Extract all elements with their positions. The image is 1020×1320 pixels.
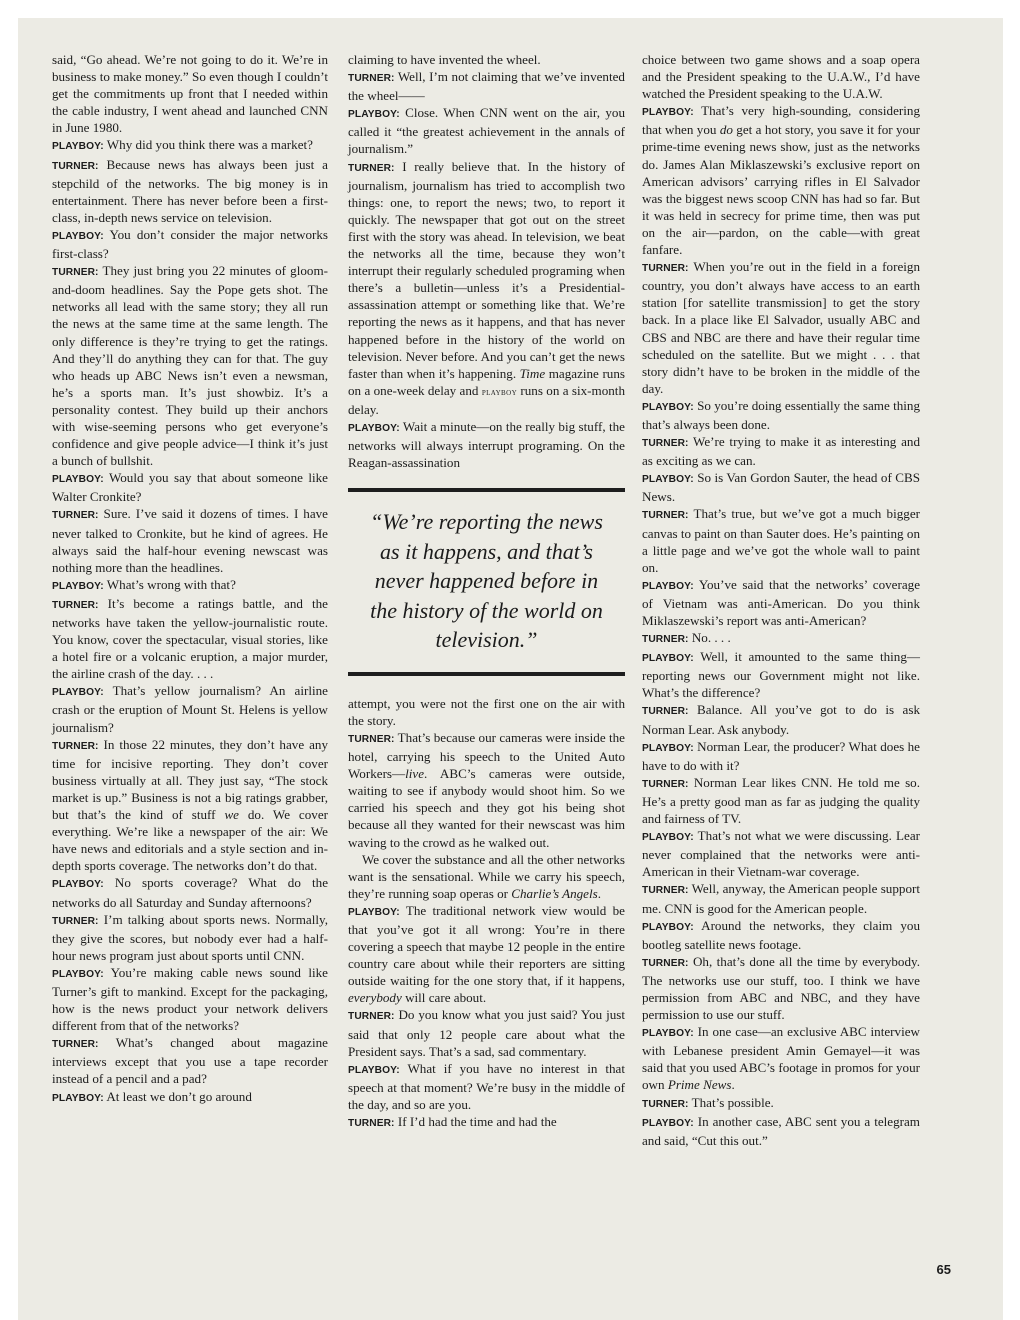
speaker-label: TURNER: [348, 1118, 395, 1129]
speaker-label: TURNER: [348, 162, 395, 174]
speaker-label: PLAYBOY: [642, 580, 694, 592]
body-text: choice between two game shows and a soap opera and the President speaking to the U.A.W., I’d have watched the President speaking to the U.A.W. [642, 52, 920, 102]
body-text: If I’d had the time and had the [397, 1114, 557, 1129]
body-text: Oh, that’s done all the time by everybody. The networks use our stuff, too. I think we have permission from ABC and NBC, and they have permission to use our stuff. [642, 953, 920, 1023]
body-text: . [731, 1077, 735, 1093]
body-text: Sure. I’ve said it dozens of times. I have never talked to Cronkite, but he kind of agrees. He always said the half-hour evening newscast was nothing more than the headlines. [52, 506, 328, 575]
speaker-label: TURNER: [348, 1011, 395, 1023]
body-text: Would you say that about someone like Walter Cronkite? [52, 470, 328, 505]
paragraph [348, 695, 625, 729]
paragraph [52, 736, 328, 875]
speaker-label: PLAYBOY: [52, 687, 104, 699]
speaker-label: PLAYBOY: [348, 109, 400, 121]
paragraph [642, 738, 920, 774]
speaker-label: TURNER: [52, 599, 99, 611]
paragraph [52, 911, 328, 964]
speaker-label: PLAYBOY: [348, 422, 400, 434]
speaker-label: TURNER: [52, 267, 99, 279]
body-text: Do you know what you just said? You just said that only 12 people care about what the President says. That’s a sad, sad commentary. [348, 1007, 625, 1059]
pull-quote-text: “We’re reporting the news as it happens, and that’s never happened before in the history of the world on television.” [370, 509, 603, 653]
speaker-label: PLAYBOY: [52, 1092, 104, 1104]
speaker-label: TURNER: [52, 160, 99, 172]
body-text: Well, it amounted to the same thing—reporting news our Government might not like. What’s the difference? [642, 649, 920, 701]
body-text: claiming to have invented the wheel. [348, 52, 541, 67]
speaker-label: TURNER: [348, 733, 395, 745]
body-text: In those 22 minutes, they don’t have any time for incisive reporting. They don’t cover business virtually at all. They just say, “The stock market is up.” Business is not a big ratings grabber, but that’s the kind of stuff [52, 736, 328, 823]
speaker-label: TURNER: [52, 915, 99, 927]
speaker-label: TURNER: [642, 634, 689, 646]
body-text: You don’t consider the major networks first-class? [52, 226, 328, 262]
magazine-page [18, 18, 1003, 1320]
body-text: I’m talking about sports news. Normally, they give the scores, but nobody ever had a half-hour news program just about sports until CNN. [52, 911, 328, 963]
body-text: When you’re out in the field in a foreign country, you don’t always have access to an earth station [for satellite transmission] to get the story back. In a place like El Salvador, usually ABC and CBS and NBC are there and have their regular time scheduled on the satellite. But we might . . . that story didn’t have to be broken in the middle of the day. [642, 259, 920, 396]
body-text: Well, anyway, the American people support me. CNN is good for the American people. [642, 881, 920, 916]
body-text: That’s true, but we’ve got a much bigger canvas to paint on than Sauter does. He’s painting on a little page and we’ve got the whole wall to paint on. [642, 506, 920, 575]
paragraph [642, 1094, 920, 1113]
paragraph [52, 156, 328, 226]
paragraph [642, 258, 920, 397]
paragraph [348, 104, 625, 157]
speaker-label: TURNER: [642, 263, 689, 275]
paragraph [642, 827, 920, 880]
paragraph [642, 880, 920, 916]
column-left [52, 51, 328, 1107]
paragraph [52, 576, 328, 595]
paragraph [52, 595, 328, 682]
paragraph [642, 505, 920, 575]
paragraph [52, 262, 328, 469]
body-text: magazine runs on a one-week delay and [348, 365, 625, 398]
body-text: Around the networks, they claim you bootleg satellite news footage. [642, 917, 920, 952]
italic-text: do [719, 122, 733, 138]
speaker-label: TURNER: [52, 740, 99, 752]
paragraph [348, 1060, 625, 1113]
speaker-label: TURNER: [642, 885, 689, 897]
body-text: That’s because our cameras were inside the hotel, carrying his speech to the United Auto Workers— [348, 729, 625, 782]
paragraph [52, 226, 328, 262]
paragraph [52, 1088, 328, 1107]
body-text: They just bring you 22 minutes of gloom-and-doom headlines. Say the Pope gets shot. The networks all lead with the same story; they all run the news at the same time at the same length. The only difference is they’re trying to get the ratings. And they’ll do anything they can for that. The guy who heads up ABC News isn’t even a newsman, he’s a sports man. It’s just showbiz. It’s a personality contest. They build up their anchors with wise-seeming persons who get everyone’s confidence and give people advice—I think it’s just a bunch of bullshit. [52, 263, 328, 469]
speaker-label: PLAYBOY: [348, 1064, 400, 1076]
column-right [642, 51, 920, 1149]
column-middle [348, 51, 625, 1132]
speaker-label: PLAYBOY: [642, 401, 694, 413]
speaker-label: TURNER: [642, 510, 689, 522]
speaker-label: PLAYBOY: [348, 906, 400, 918]
speaker-label: TURNER: [52, 1039, 99, 1051]
paragraph [348, 418, 625, 471]
body-text: What’s changed about magazine interviews except that you use a tape recorder instead of a pencil and a pad? [52, 1035, 328, 1087]
body-text: Well, I’m not claiming that we’ve invented the wheel—— [348, 69, 625, 104]
small-caps-text: playboy [481, 386, 518, 398]
speaker-label: TURNER: [642, 1098, 689, 1110]
paragraph [642, 1023, 920, 1093]
body-text: It’s become a ratings battle, and the networks have taken the yellow-journalistic route. You know, cover the spectacular, visual stories, like a hotel fire or a volcanic eruption, a major murder, the airline crash of the day. . . . [52, 595, 328, 682]
body-text: Norman Lear, the producer? What does he have to do with it? [642, 738, 920, 773]
paragraph [348, 1006, 625, 1059]
body-text: We’re trying to make it as interesting and as exciting as we can. [642, 434, 920, 469]
speaker-label: PLAYBOY: [642, 742, 694, 754]
paragraph [642, 953, 920, 1023]
body-text: You’ve said that the networks’ coverage of Vietnam was anti-American. Do you think Miklaszewski’s report was anti-American? [642, 576, 920, 628]
speaker-label: PLAYBOY: [52, 230, 104, 242]
body-text: said, “Go ahead. We’re not going to do it. We’re in business to make money.” So even though I couldn’t get the commitments up front that I needed within the cable industry, I went ahead and launched CNN in June 1980. [52, 52, 328, 136]
body-text: Close. When CNN went on the air, you called it “the greatest achievement in the annals of journalism.” [348, 105, 625, 157]
body-text: get a hot story, you save it for your prime-time evening news show, just as the networks do. James Alan Miklaszewski’s exclusive report on American advisors’ carrying rifles in El Salvador was the biggest news scoop CNN has had so far. But it was held in secrecy for prime time, then was put on the air—pardon, on the cable—with great fanfare. [642, 122, 920, 258]
body-text: What’s wrong with that? [106, 576, 236, 592]
paragraph [642, 1113, 920, 1149]
paragraph [52, 51, 328, 136]
paragraph [642, 774, 920, 827]
paragraph [348, 158, 625, 418]
paragraph [348, 68, 625, 104]
paragraph [642, 397, 920, 433]
speaker-label: TURNER: [642, 957, 689, 969]
paragraph [348, 851, 625, 902]
paragraph [642, 433, 920, 469]
paragraph [52, 964, 328, 1034]
speaker-label: TURNER: [348, 73, 395, 85]
paragraph [52, 505, 328, 575]
speaker-label: PLAYBOY: [52, 879, 104, 891]
speaker-label: PLAYBOY: [642, 832, 694, 844]
paragraph [642, 701, 920, 737]
paragraph [642, 102, 920, 258]
paragraph [348, 1113, 625, 1132]
speaker-label: PLAYBOY: [642, 1117, 694, 1129]
body-text: Why did you think there was a market? [106, 137, 313, 153]
body-text: So you’re doing essentially the same thing that’s always been done. [642, 397, 920, 432]
body-text: Because news has always been just a stepchild of the networks. The big money is in entertainment. There has never before been a first-class, in-depth news service on television. [52, 156, 328, 225]
speaker-label: PLAYBOY: [52, 580, 104, 592]
speaker-label: PLAYBOY: [642, 921, 694, 933]
speaker-label: PLAYBOY: [52, 474, 104, 486]
paragraph [52, 682, 328, 735]
body-text: Balance. All you’ve got to do is ask Norman Lear. Ask anybody. [642, 702, 920, 737]
body-text: will care about. [401, 990, 487, 1006]
body-text: In one case—an exclusive ABC interview with Lebanese president Amin Gemayel—it was said that you used ABC’s footage in promos for your own [642, 1024, 920, 1093]
body-text: No. . . . [691, 630, 731, 646]
body-text: At least we don’t go around [106, 1088, 252, 1104]
body-text: No sports coverage? What do the networks do all Saturday and Sunday afternoons? [52, 875, 329, 910]
speaker-label: TURNER: [642, 706, 689, 718]
body-text: So is Van Gordon Sauter, the head of CBS News. [642, 470, 920, 505]
speaker-label: PLAYBOY: [642, 107, 694, 119]
italic-text: Prime News [667, 1077, 732, 1093]
italic-text: Time [519, 365, 546, 381]
body-text: You’re making cable news sound like Turner’s gift to mankind. Except for the packaging, how is the news product your network delivers different from that of the networks? [52, 964, 328, 1034]
italic-text: live [405, 766, 425, 782]
body-text: I really believe that. In the history of journalism, journalism has tried to accomplish two things: one, to report the news; two, to report it quickly. The newspaper that got out on the street first with the story was ahead. In television, we beat the networks all the time, because they won’t interrupt their regularly scheduled programing when there’s a bulletin—unless it’s a Presidential-assassination attempt or something like that. We’re reporting the news as it happens, and that has never happened before in the history of the world on television. Never before. And you can’t get the news faster than when it’s happening. [348, 158, 625, 381]
paragraph [642, 51, 920, 102]
speaker-label: PLAYBOY: [52, 141, 104, 153]
body-text: . [597, 885, 601, 901]
body-text: That’s possible. [691, 1094, 774, 1110]
paragraph [52, 136, 328, 155]
italic-text: Charlie’s Angels [511, 885, 598, 901]
paragraph [642, 629, 920, 648]
paragraph [642, 469, 920, 505]
column-middle-bottom [348, 695, 625, 1132]
body-text: That’s not what we were discussing. Lear never complained that the networks were anti-American in their Vietnam-war coverage. [642, 828, 920, 880]
paragraph [642, 648, 920, 701]
body-text: That’s very high-sounding, considering that when you [642, 103, 920, 138]
body-text: attempt, you were not the first one on the air with the story. [348, 695, 625, 728]
speaker-label: TURNER: [642, 778, 689, 790]
page-number: 65 [936, 1262, 951, 1277]
pull-quote [348, 488, 625, 676]
body-text: That’s yellow journalism? An airline crash or the eruption of Mount St. Helens is yellow journalism? [52, 683, 328, 735]
paragraph [642, 917, 920, 953]
paragraph [52, 469, 328, 505]
speaker-label: PLAYBOY: [642, 653, 694, 665]
body-text: We cover the substance and all the other networks want is the sensational. While we carry his speech, they’re running soap operas or [348, 851, 625, 901]
body-text: The traditional network view would be that you’ve got it all wrong: You’re in there covering a speech that maybe 12 people in the entire country care about while their reporters are sitting outside waiting for the one story that, if it happens, [348, 902, 625, 989]
body-text: Wait a minute—on the really big stuff, the networks will always interrupt programing. On the Reagan-assassination [348, 418, 625, 471]
body-text: Norman Lear likes CNN. He told me so. He’s a pretty good man as far as judging the quality and fairness of TV. [642, 774, 920, 827]
body-text: . ABC’s cameras were outside, waiting to see if anybody would shoot him. So we carried his speech and they got his being shot because all they wanted for their newscast was him waving to the crowd as he walked out. [348, 766, 625, 850]
italic-text: everybody [348, 990, 402, 1006]
paragraph [642, 576, 920, 629]
italic-text: we [224, 807, 239, 823]
paragraph [348, 729, 625, 851]
paragraph [348, 902, 625, 1007]
body-text: In another case, ABC sent you a telegram and said, “Cut this out.” [642, 1113, 920, 1148]
speaker-label: TURNER: [642, 438, 689, 450]
paragraph [52, 874, 328, 910]
paragraph [348, 51, 625, 68]
body-text: What if you have no interest in that speech at that moment? We’re busy in the middle of the day, and so are you. [348, 1060, 625, 1112]
column-middle-top [348, 51, 625, 471]
paragraph [52, 1034, 328, 1087]
body-text: runs on a six-month delay. [348, 382, 625, 417]
speaker-label: PLAYBOY: [642, 474, 694, 486]
speaker-label: TURNER: [52, 510, 99, 522]
speaker-label: PLAYBOY: [642, 1028, 694, 1040]
speaker-label: PLAYBOY: [52, 968, 104, 980]
body-text: do. We cover everything. We’re like a newspaper of the air: We have news and editorials and a style section and in-depth sports coverage. The networks don’t do that. [52, 807, 329, 874]
